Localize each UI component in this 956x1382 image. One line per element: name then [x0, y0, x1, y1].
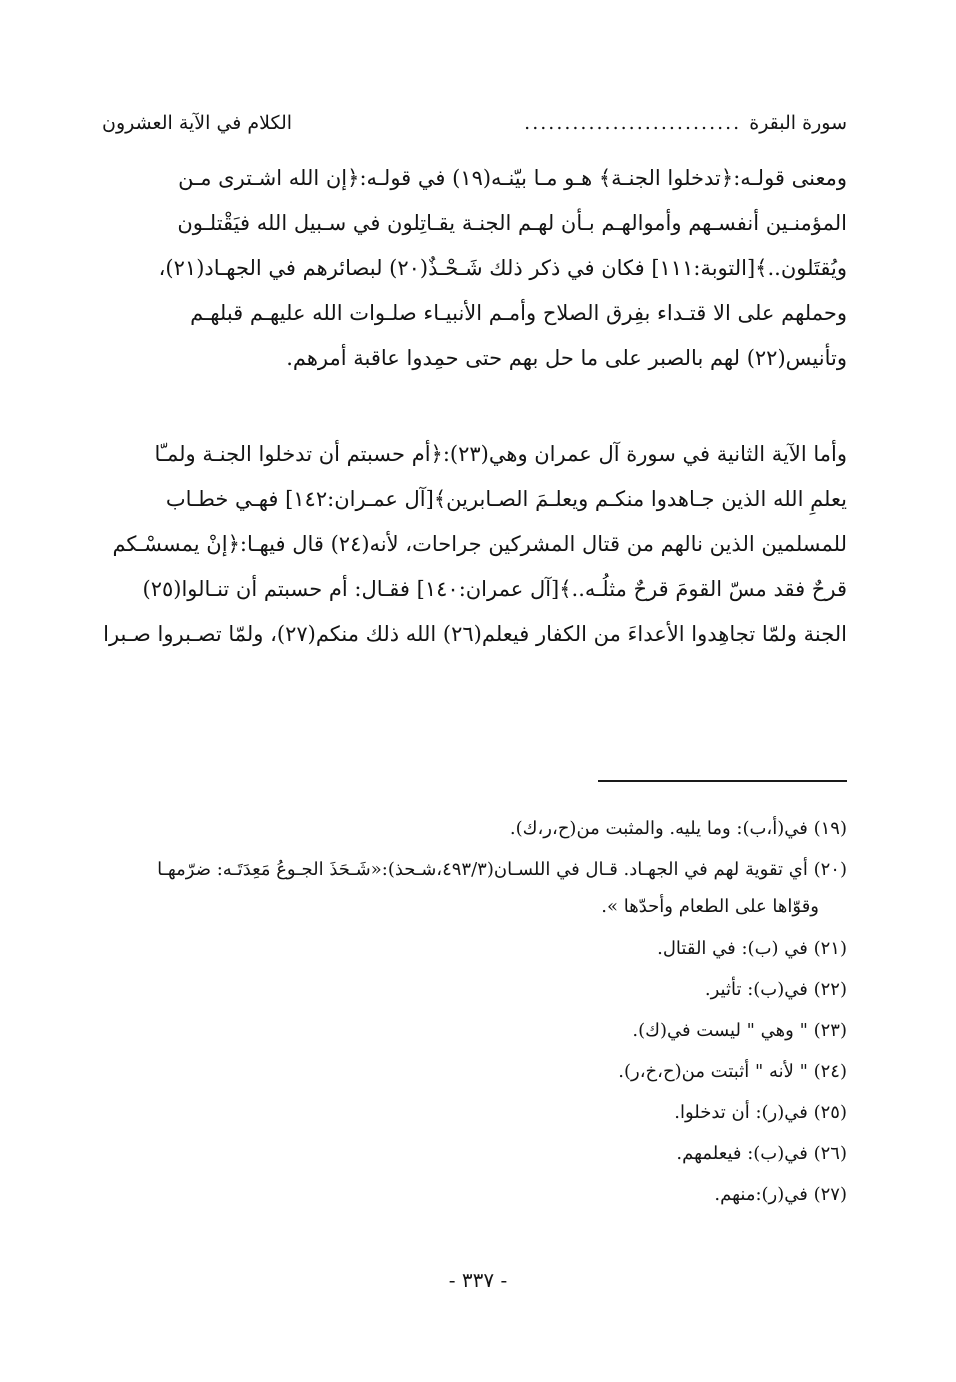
paragraph-1 — [102, 156, 847, 381]
footnote-27: (٢٧) في(ر):منهم. — [714, 1184, 847, 1205]
footnote-separator — [598, 780, 847, 782]
text-line: ويُقتَلون..﴾[التوبة:١١١] فكان في ذكر ذلك شَـحْـذٌ(٢٠) لبصائرهم في الجهـاد(٢١)، — [158, 256, 847, 280]
text-line: وأما الآية الثانية في سورة آل عمران وهي(٢٣):﴿أم حسبتم أن تدخلوا الجنـة ولمـّا — [154, 442, 847, 466]
footnote-26: (٢٦) في(ب): فيعلمهم. — [676, 1143, 847, 1164]
footnote-20-continuation: وقوّاها على الطعام وأحدّها ». — [601, 896, 819, 917]
running-header — [102, 112, 847, 134]
footnote-20: (٢٠) أي تقوية لهم في الجهـاد. قـال في اللسـان(٤٩٣/٣،شـحذ):«شَـحَذَ الجـوعُ مَعِدَتَـه: ضرّمهـا — [157, 859, 847, 880]
text-line: وحملهم على الا قتـداء بفِرق الصلاح وأمـم الأنبيـاء صلـوات الله عليهـم قبلهـم — [190, 301, 847, 325]
footnotes-list — [102, 808, 847, 1215]
text-line: ومعنى قولـه:﴿تدخلوا الجنـة﴾ هـو مـا بيّنـه(١٩) في قولـه:﴿إن الله اشـترى مـن — [178, 166, 847, 190]
text-line: قرحٌ فقد مسّ القومَ قرحٌ مثلُـه..﴾[آل عمران:١٤٠] فقـال: أم حسبتم أن تنـالوا(٢٥) — [142, 577, 847, 601]
footnote-23: (٢٣) " وهي " ليست في(ك). — [632, 1020, 847, 1041]
header-leader-dots: ........................... — [524, 112, 742, 134]
text-line: الجنة ولمّا تجاهِدوا الأعداءَ من الكفار فيعلم(٢٦) الله ذلك منكم(٢٧)، ولمّا تصـبروا صـبرا — [103, 622, 847, 646]
page-number: - ٣٣٧ - — [448, 1268, 508, 1292]
text-line: يعلمِ الله الذين جـاهدوا منكـم ويعلـمَ الصـابرين﴾[آل عمـران:١٤٢] فهـي خطـاب — [165, 487, 847, 511]
header-surah: سورة البقرة — [749, 112, 847, 134]
footnote-21: (٢١) في (ب): في القتال. — [657, 938, 847, 959]
footnote-22: (٢٢) في(ب): تأثير. — [704, 979, 847, 1000]
text-line: المؤمنـين أنفسـهم وأموالهـم بـأن لهـم الجنـة يقـاتِلون في سـبيل الله فيَقْتلـون — [177, 211, 847, 235]
text-line: للمسلمين الذين نالهم من قتال المشركين جراحات، لأنه(٢٤) قال فيهـا:﴿إنْ يمسسْـكم — [112, 532, 847, 556]
paragraph-2 — [102, 432, 847, 657]
text-line: وتأنيس(٢٢) لهم بالصبر على ما حل بهم حتى حمِدوا عاقبة أمرهم. — [286, 346, 847, 370]
footnote-24: (٢٤) " لأنه " أثبتت من(ح،خ،ر). — [618, 1061, 847, 1082]
footnote-19: (١٩) في(أ،ب): وما يليه. والمثبت من(ح،ر،ك). — [509, 818, 847, 839]
footnote-25: (٢٥) في(ر): أن تدخلوا. — [674, 1102, 847, 1123]
header-section-title: الكلام في الآية العشرون — [102, 112, 293, 134]
